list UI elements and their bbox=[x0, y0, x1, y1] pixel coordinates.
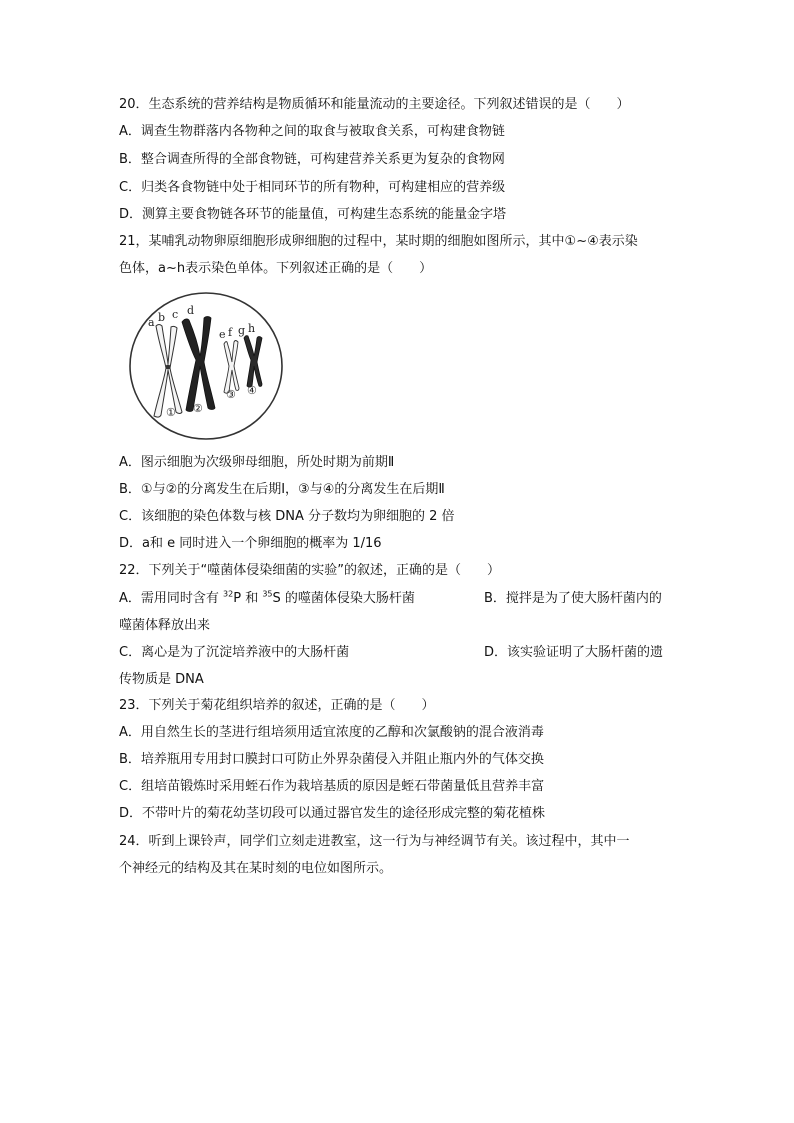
q22-option-b-line1: B．搅拌是为了使大肠杆菌内的 bbox=[484, 591, 662, 606]
q22-option-c: C．离心是为了沉淀培养液中的大肠杆菌 bbox=[119, 645, 350, 660]
q24-stem-line1: 24．听到上课铃声，同学们立刻走进教室，这一行为与神经调节有关。该过程中，其中一 bbox=[119, 834, 630, 849]
chromatid-label-h: h bbox=[248, 322, 256, 335]
chromatid-label-b: b bbox=[158, 311, 166, 324]
chromosome-3 bbox=[224, 341, 239, 394]
chromosome-2 bbox=[182, 317, 215, 412]
q23-option-d: D．不带叶片的菊花幼茎切段可以通过器官发生的途径形成完整的菊花植株 bbox=[119, 806, 546, 821]
q24-stem-line2: 个神经元的结构及其在某时刻的电位如图所示。 bbox=[119, 861, 393, 876]
chromatid-label-g: g bbox=[238, 324, 246, 337]
q22-a-mid: P 和 bbox=[233, 591, 263, 606]
chromatid-label-e: e bbox=[219, 328, 226, 341]
q20-option-d: D．测算主要食物链各环节的能量值，可构建生态系统的能量金字塔 bbox=[119, 207, 507, 222]
q23-option-a: A．用自然生长的茎进行组培须用适宜浓度的乙醇和次氯酸钠的混合液消毒 bbox=[119, 725, 544, 740]
q22-a-sup2: 35 bbox=[262, 589, 273, 599]
q20-option-a: A．调查生物群落内各物种之间的取食与被取食关系，可构建食物链 bbox=[119, 124, 505, 139]
q22-stem: 22．下列关于“噬菌体侵染细菌的实验”的叙述，正确的是（ ） bbox=[119, 563, 501, 578]
chromatid-label-a: a bbox=[148, 316, 155, 329]
chromosome-4 bbox=[244, 336, 262, 388]
q22-option-d-line1: D．该实验证明了大肠杆菌的遗 bbox=[484, 645, 664, 660]
q22-a-pre: A．需用同时含有 bbox=[119, 591, 224, 606]
q21-option-c: C．该细胞的染色体数与核 DNA 分子数均为卵细胞的 2 倍 bbox=[119, 509, 455, 524]
q21-option-a: A．图示细胞为次级卵母细胞，所处时期为前期Ⅱ bbox=[119, 455, 395, 470]
chromatid-label-f: f bbox=[228, 326, 233, 339]
q21-option-b: B．①与②的分离发生在后期Ⅰ，③与④的分离发生在后期Ⅱ bbox=[119, 482, 445, 497]
cell-chromosome-figure bbox=[126, 288, 286, 443]
q23-option-b: B．培养瓶用专用封口膜封口可防止外界杂菌侵入并阻止瓶内外的气体交换 bbox=[119, 752, 544, 767]
chromatid-label-d: d bbox=[187, 304, 195, 317]
q22-a-post: S 的噬菌体侵染大肠杆菌 bbox=[272, 591, 415, 606]
q22-a-sup1: 32 bbox=[223, 589, 234, 599]
chromosome-label-4: ④ bbox=[247, 384, 257, 397]
q20-option-b: B．整合调查所得的全部食物链，可构建营养关系更为复杂的食物网 bbox=[119, 152, 505, 167]
cell-diagram bbox=[126, 288, 286, 443]
q22-option-a bbox=[119, 591, 415, 607]
chromosome-label-2: ② bbox=[193, 402, 203, 415]
q20-stem: 20．生态系统的营养结构是物质循环和能量流动的主要途径。下列叙述错误的是（ ） bbox=[119, 97, 630, 112]
chromosome-label-3: ③ bbox=[226, 388, 236, 401]
q23-stem: 23．下列关于菊花组织培养的叙述，正确的是（ ） bbox=[119, 698, 435, 713]
chromosome-label-1: ① bbox=[166, 406, 176, 419]
q20-option-c: C．归类各食物链中处于相同环节的所有物种，可构建相应的营养级 bbox=[119, 180, 506, 195]
q23-option-c: C．组培苗锻炼时采用蛭石作为栽培基质的原因是蛭石带菌量低且营养丰富 bbox=[119, 779, 545, 794]
q22-option-d-line2: 传物质是 DNA bbox=[119, 672, 204, 687]
q21-option-d: D．a和 e 同时进入一个卵细胞的概率为 1/16 bbox=[119, 536, 382, 551]
q21-stem-line1: 21，某哺乳动物卵原细胞形成卵细胞的过程中，某时期的细胞如图所示，其中①~④表示染 bbox=[119, 234, 638, 249]
chromatid-label-c: c bbox=[172, 308, 179, 321]
q21-stem-line2: 色体，a~h表示染色单体。下列叙述正确的是（ ） bbox=[119, 261, 433, 276]
q22-option-b-line2: 噬菌体释放出来 bbox=[119, 618, 211, 633]
chromosome-1 bbox=[154, 325, 182, 418]
cell-membrane bbox=[130, 293, 282, 439]
